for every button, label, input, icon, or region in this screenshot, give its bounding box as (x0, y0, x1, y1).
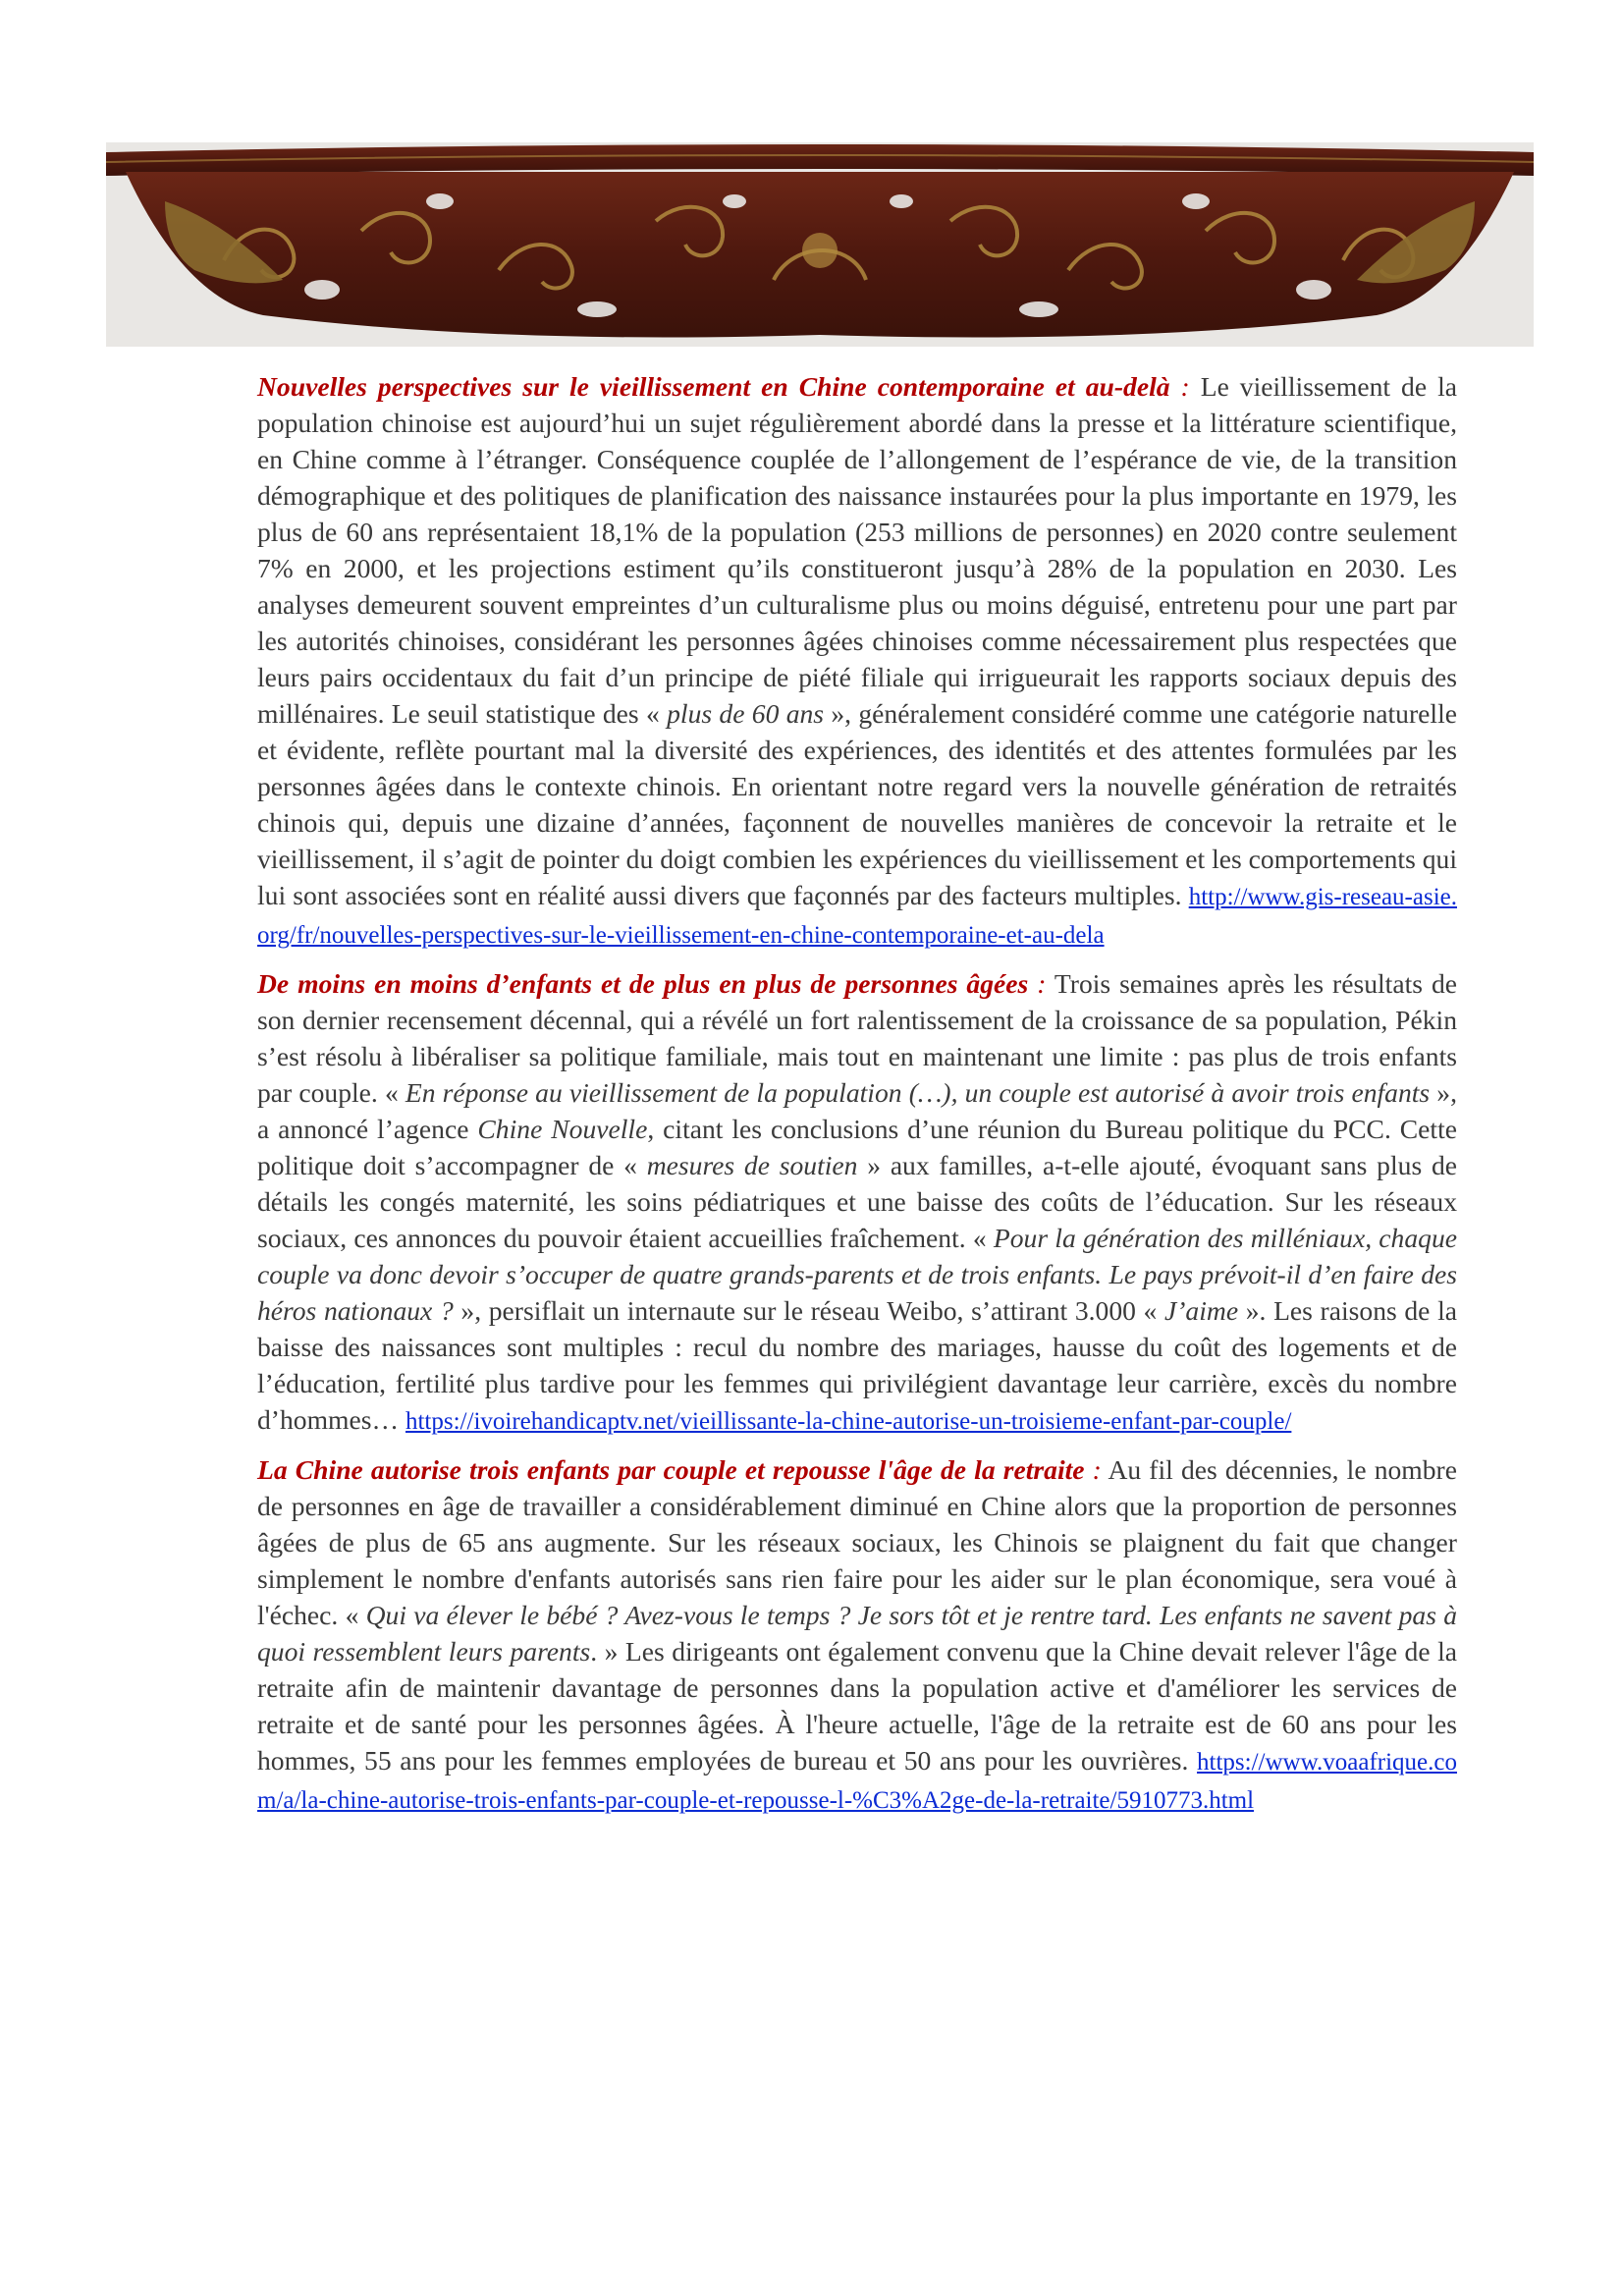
body-text: », a annoncé l’agence (257, 1077, 1457, 1144)
body-text: Au fil des décennies, le nombre de personnes en âge de travailler a considérablement diminué en Chine alors que la proportion de personnes âgées de plus de 65 ans augmente. Sur les réseaux sociaux, les Chinois se plaignent du fait que changer simplement le nombre d'enfants autorisés sans rien faire pour les aider sur le plan économique, sera voué à l'échec. « (257, 1454, 1457, 1630)
body-text: » aux familles, a-t-elle ajouté, évoquant sans plus de détails les congés maternité, les soins pédiatriques et une baisse des coûts de l’éducation. Sur les réseaux sociaux, ces annonces du pouvoir étaient accueillies fraîchement. « (257, 1150, 1457, 1253)
body-text: », persiflait un internaute sur le réseau Weibo, s’attirant 3.000 « (453, 1295, 1164, 1326)
body-text: », généralement considéré comme une catégorie naturelle et évidente, reflète pourtant mal la diversité des expériences, des identités et des attentes formulées par les personnes âgées dans le contexte chinois. En orientant notre regard vers la nouvelle génération de retraités chinois qui, depuis une dizaine d’années, façonnent de nouvelles manières de concevoir la retraite et le vieillissement, il s’agit de pointer du doigt combien les expériences du vieillissement et les comportements qui lui sont associées sont en réalité aussi divers que façonnés par des facteurs multiples. (257, 698, 1457, 910)
body-text: Trois semaines après les résultats de son dernier recensement décennal, qui a révélé un fort ralentissement de la croissance de sa population, Pékin s’est résolu à libéraliser sa politique familiale, mais tout en maintenant une limite : pas plus de trois enfants par couple. « (257, 968, 1458, 1108)
article-paragraph (257, 368, 1457, 954)
article-title: La Chine autorise trois enfants par couple et repousse l'âge de la retraite (257, 1454, 1085, 1485)
body-text: . » Les dirigeants ont également convenu que la Chine devait relever l'âge de la retraite afin de maintenir davantage de personnes dans la population active et d'améliorer les services de retraite et de santé pour les personnes âgées. À l'heure actuelle, l'âge de la retraite est de 60 ans pour les hommes, 55 ans pour les femmes employées de bureau et 50 ans pour les ouvrières. (257, 1636, 1457, 1776)
title-separator: : (1028, 968, 1047, 999)
source-link[interactable]: https://ivoirehandicaptv.net/vieillissante-la-chine-autorise-un-troisieme-enfant-par-couple/ (405, 1408, 1292, 1435)
italic-quote: Pour la génération des milléniaux, chaque couple va donc devoir s’occuper de quatre grands-parents et de trois enfants. Le pays prévoit-il d’en faire des héros nationaux ? (257, 1223, 1457, 1326)
banner-image (106, 142, 1534, 347)
title-separator: : (1169, 371, 1190, 402)
article-title: Nouvelles perspectives sur le vieillissement en Chine contemporaine et au-delà (257, 371, 1170, 402)
italic-quote: plus de 60 ans (667, 698, 825, 729)
article-list (257, 368, 1457, 1831)
article-title: De moins en moins d’enfants et de plus en plus de personnes âgées (257, 968, 1029, 999)
italic-quote: En réponse au vieillissement de la population (…), un couple est autorisé à avoir trois enfants (405, 1077, 1431, 1108)
article-paragraph (257, 1451, 1457, 1819)
source-link[interactable]: https://www.voaafrique.com/a/la-chine-autorise-trois-enfants-par-couple-et-repousse-l-%C3%A2ge-de-la-retraite/5910773.html (257, 1749, 1457, 1814)
body-text: , citant les conclusions d’une réunion du Bureau politique du PCC. Cette politique doit s’accompagner de « (257, 1114, 1458, 1180)
article-paragraph (257, 965, 1457, 1440)
italic-quote: mesures de soutien (646, 1150, 858, 1180)
body-text: Le vieillissement de la population chinoise est aujourd’hui un sujet régulièrement abordé dans la presse et la littérature scientifique, en Chine comme à l’étranger. Conséquence couplée de l’allongement de l’espérance de vie, de la transition démographique et des politiques de planification des naissance instaurées pour la plus importante en 1979, les plus de 60 ans représentaient 18,1% de la population (253 millions de personnes) en 2020 contre seulement 7% en 2000, et les projections estiment qu’ils constitueront jusqu’à 28% de la population en 2030. Les analyses demeurent souvent empreintes d’un culturalisme plus ou moins déguisé, entretenu pour une part par les autorités chinoises, considérant les personnes âgées chinoises comme nécessairement plus respectées que leurs pairs occidentaux du fait d’un principe de piété filiale qui irrigueurait les rapports sociaux depuis des millénaires. Le seuil statistique des « (257, 371, 1457, 729)
carved-wood-panel-illustration (106, 142, 1534, 347)
source-link[interactable]: http://www.gis-reseau-asie.org/fr/nouvelles-perspectives-sur-le-vieillissement-en-chine-contemporaine-et-au-dela (257, 884, 1457, 949)
italic-quote: J’aime (1164, 1295, 1239, 1326)
body-text: ». Les raisons de la baisse des naissances sont multiples : recul du nombre des mariages, hausse du coût des logements et de l’éducation, fertilité plus tardive pour les femmes qui privilégient davantage leur carrière, excès du nombre d’hommes… (257, 1295, 1457, 1435)
italic-quote: Chine Nouvelle (477, 1114, 648, 1144)
italic-quote: Qui va élever le bébé ? Avez-vous le temps ? Je sors tôt et je rentre tard. Les enfants ne savent pas à quoi ressemblent leurs parents (257, 1600, 1458, 1667)
title-separator: : (1084, 1454, 1102, 1485)
